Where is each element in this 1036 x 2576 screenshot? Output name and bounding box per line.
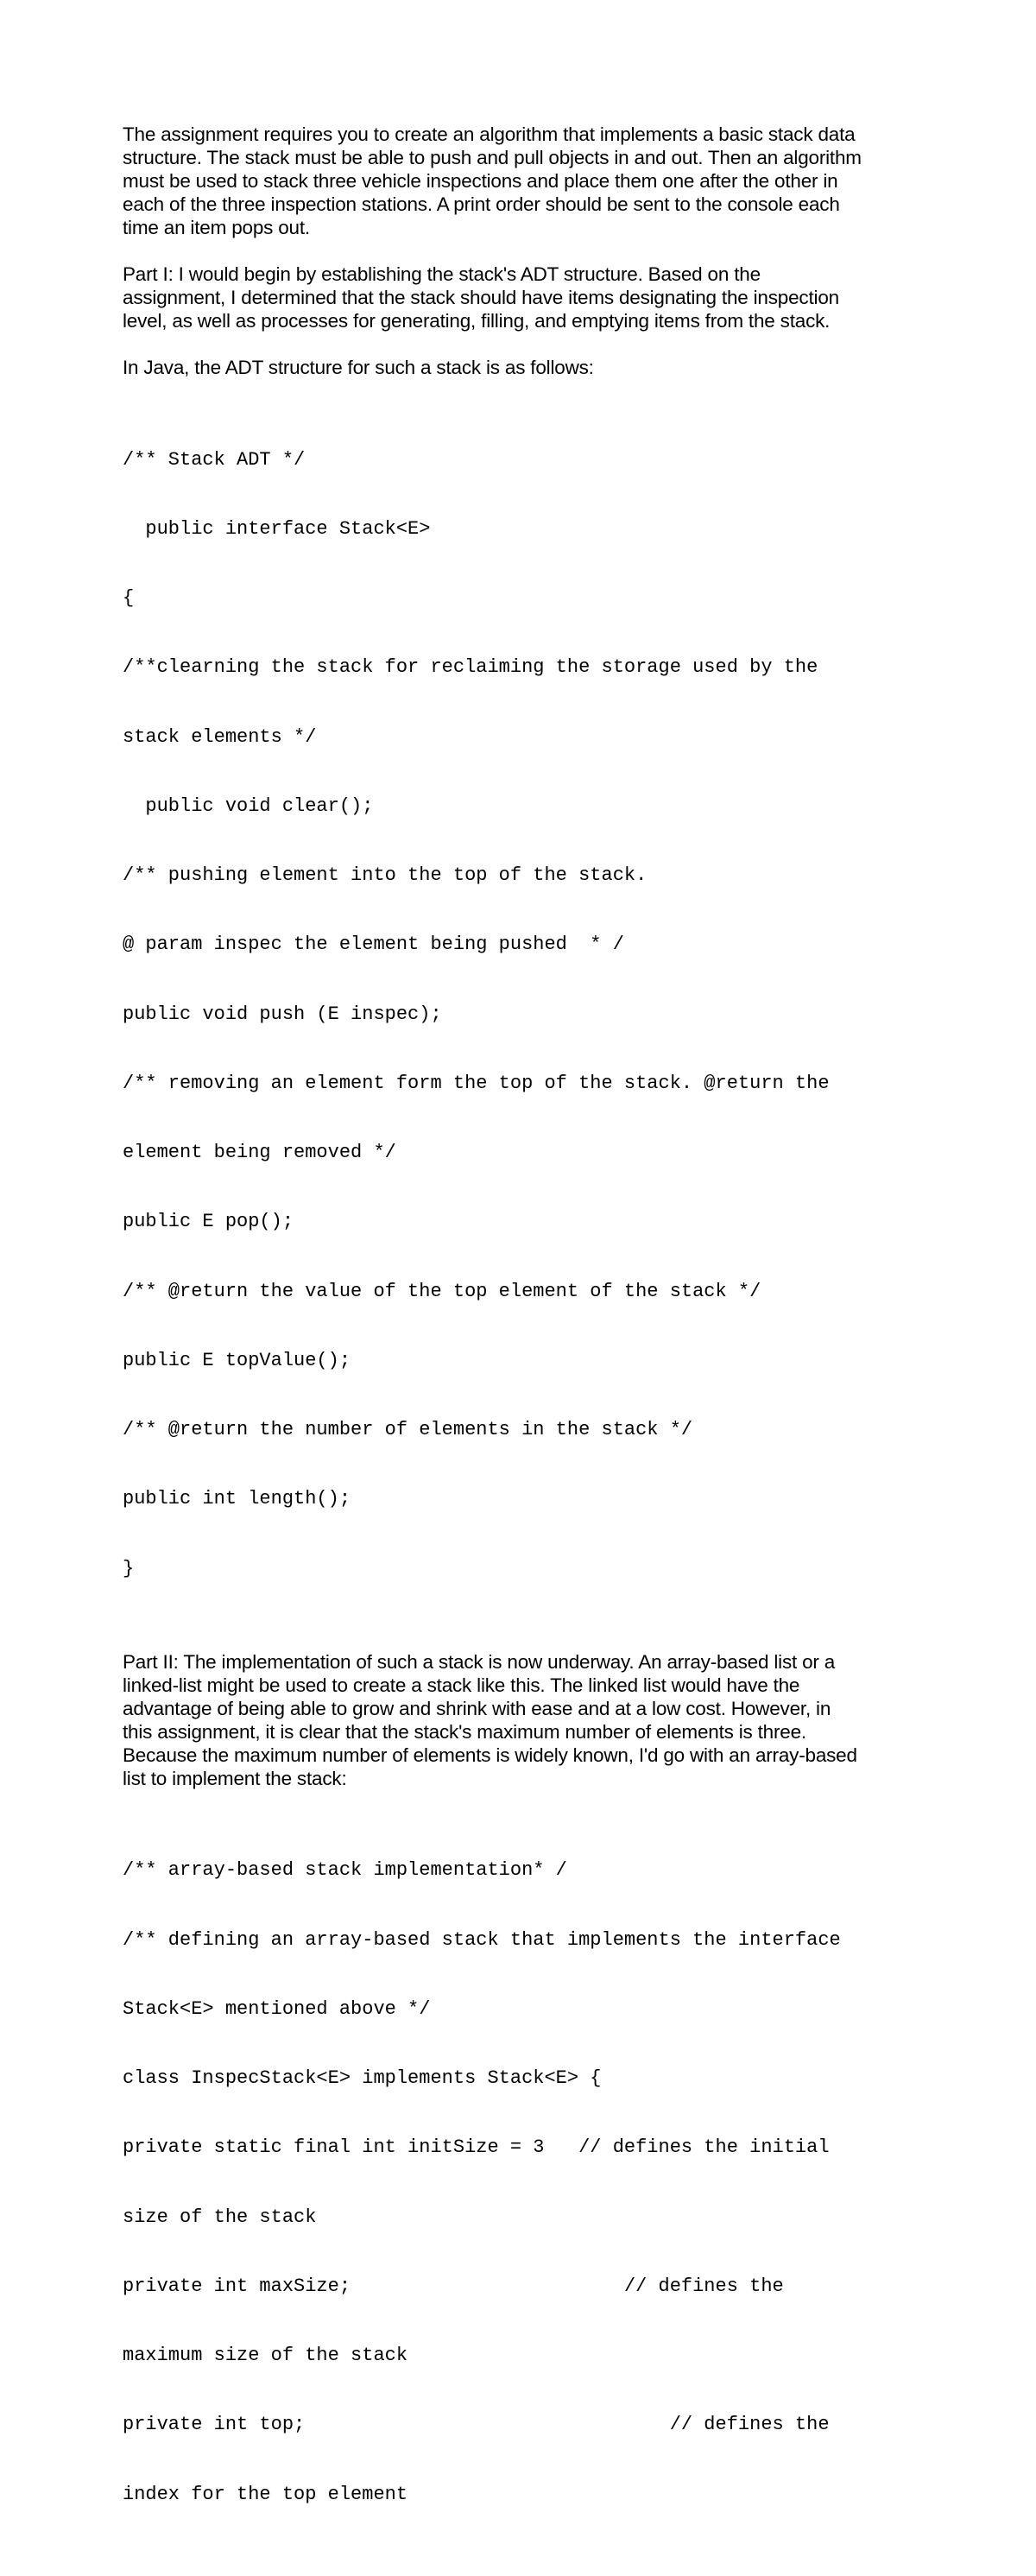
code-line: /** defining an array-based stack that implements the interface [123, 1928, 841, 1951]
code-line: { [123, 587, 135, 609]
code-line: stack elements */ [123, 725, 317, 748]
code-line: public E pop(); [123, 1211, 294, 1233]
intro-paragraph: The assignment requires you to create an algorithm that implements a basic stack data structure. The stack must be able to push and pull objects in and out. Then an algorithm must be used to stack three vehicle inspections and place them one after the other in each of the three inspection stations. A print order should be sent to the console each time an item pops out. [123, 123, 862, 238]
code-line: /** Stack ADT */ [123, 448, 306, 471]
code-line: public void push (E inspec); [123, 1003, 442, 1025]
code-line: index for the top element [123, 2483, 408, 2505]
code-line: /** array-based stack implementation* / [123, 1859, 567, 1882]
code-line: element being removed */ [123, 1142, 396, 1163]
stack-adt-code-block [123, 402, 951, 1627]
code-line: public void clear(); [123, 794, 374, 817]
code-line: private int top; // defines the [123, 2414, 830, 2436]
part-one-paragraph: Part I: I would begin by establishing the stack's ADT structure. Based on the assignment, I determined that the stack should have items designating the inspection level, as well as processes for generating, filling, and emptying items from the stack. [123, 263, 839, 332]
code-line: @ param inspec the element being pushed * / [123, 934, 624, 956]
code-line: public interface Stack<E> [123, 517, 431, 540]
code-line: private static final int initSize = 3 // defines the initial [123, 2136, 830, 2159]
part-two-paragraph: Part II: The implementation of such a stack is now underway. An array-based list or a linked-list might be used to create a stack like this. The linked list would have the advantage of being able to grow and shrink with ease and at a low cost. However, in this assignment, it is clear that the stack's maximum number of elements is three. Because the maximum number of elements is widely known, I'd go with an array-based list to implement the stack: [123, 1650, 857, 1789]
code-line: } [123, 1557, 135, 1579]
document-body [123, 123, 951, 2576]
code-line: /**clearning the stack for reclaiming the storage used by the [123, 656, 818, 679]
code-line: public int length(); [123, 1488, 351, 1510]
code-line: size of the stack [123, 2206, 317, 2228]
array-stack-code-block [123, 1813, 951, 2553]
code-line: /** pushing element into the top of the stack. [123, 864, 648, 886]
code-line: maximum size of the stack [123, 2345, 408, 2366]
code-line: public E topValue(); [123, 1349, 351, 1371]
code-line: private int maxSize; // defines the [123, 2275, 784, 2297]
code-line: class InspecStack<E> implements Stack<E> { [123, 2067, 602, 2089]
code-line: /** @return the value of the top element of the stack */ [123, 1280, 761, 1302]
code-line: /** @return the number of elements in the stack */ [123, 1419, 693, 1440]
code-line: Stack<E> mentioned above */ [123, 1997, 431, 2020]
code-line: /** removing an element form the top of the stack. @return the [123, 1072, 830, 1094]
java-intro-paragraph: In Java, the ADT structure for such a stack is as follows: [123, 357, 594, 378]
